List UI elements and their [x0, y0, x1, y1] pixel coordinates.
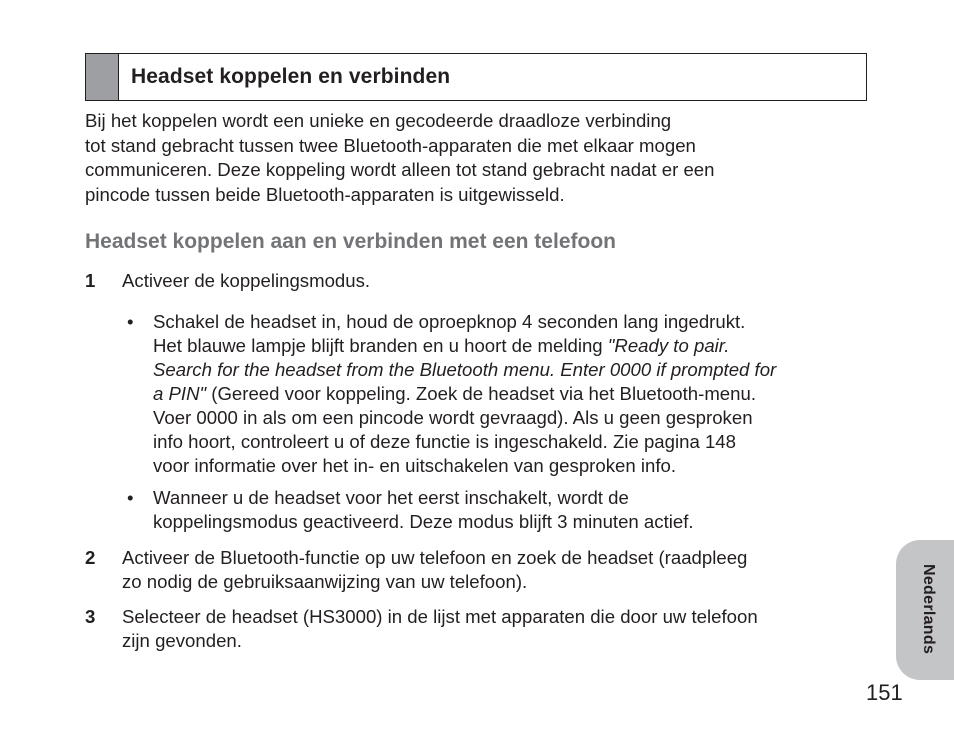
language-tab: [896, 540, 954, 680]
language-label: Nederlands: [920, 563, 937, 655]
bullet-line: Voer 0000 in als om een pincode wordt gevraagd). Als u geen gesproken: [153, 407, 753, 428]
bullet-symbol: •: [127, 311, 134, 332]
bullet-text: [153, 310, 880, 478]
bullet-quote: "Ready to pair.: [607, 335, 730, 356]
intro-line: pincode tussen beide Bluetooth-apparaten is uitgewisseld.: [85, 183, 565, 205]
step-1: [85, 269, 880, 293]
step-number: 2: [85, 547, 96, 568]
section-title: Headset koppelen en verbinden: [131, 65, 451, 88]
intro-line: tot stand gebracht tussen twee Bluetooth-apparaten die met elkaar mogen: [85, 134, 696, 156]
intro-line: communiceren. Deze koppeling wordt alleen tot stand gebracht nadat er een: [85, 159, 715, 180]
step-line: Activeer de Bluetooth-functie op uw telefoon en zoek de headset (raadpleeg: [122, 547, 748, 568]
intro-line: Bij het koppelen wordt een unieke en gecodeerde draadloze verbinding: [85, 110, 672, 131]
step-text: Activeer de koppelingsmodus.: [122, 270, 371, 291]
section-marker: [86, 54, 119, 100]
intro-paragraph: [85, 109, 875, 207]
bullet-1: [125, 310, 880, 478]
step-line: zijn gevonden.: [122, 630, 242, 651]
bullet-text: [153, 486, 880, 534]
bullet-line: koppelingsmodus geactiveerd. Deze modus blijft 3 minuten actief.: [153, 511, 694, 532]
step-2: [85, 546, 880, 594]
step-3: [85, 605, 880, 653]
bullet-line: info hoort, controleert u of deze functie is ingeschakeld. Zie pagina 148: [153, 431, 736, 452]
bullet-line: (Gereed voor koppeling. Zoek de headset via het Bluetooth-menu.: [206, 383, 756, 404]
step-text: [122, 605, 880, 653]
bullet-line: Het blauwe lampje blijft branden en u hoort de melding: [153, 335, 608, 356]
bullet-line: voor informatie over het in- en uitschakelen van gesproken info.: [153, 455, 676, 476]
bullet-2: [125, 486, 880, 534]
step-line: Selecteer de headset (HS3000) in de lijst met apparaten die door uw telefoon: [122, 606, 758, 627]
step-line: zo nodig de gebruiksaanwijzing van uw telefoon).: [122, 571, 528, 592]
step-text: [122, 546, 880, 594]
step-number: 1: [85, 270, 96, 291]
subheading: Headset koppelen aan en verbinden met een telefoon: [85, 230, 616, 253]
bullet-line: Schakel de headset in, houd de oproepknop 4 seconden lang ingedrukt.: [153, 311, 746, 332]
section-header: [85, 53, 867, 101]
bullet-line: Wanneer u de headset voor het eerst inschakelt, wordt de: [153, 487, 629, 508]
bullet-quote: Search for the headset from the Bluetooth menu. Enter 0000 if prompted for: [153, 359, 777, 380]
page-number: 151: [866, 680, 903, 705]
step-number: 3: [85, 606, 96, 627]
bullet-quote: a PIN": [153, 383, 207, 404]
bullet-symbol: •: [127, 487, 134, 508]
